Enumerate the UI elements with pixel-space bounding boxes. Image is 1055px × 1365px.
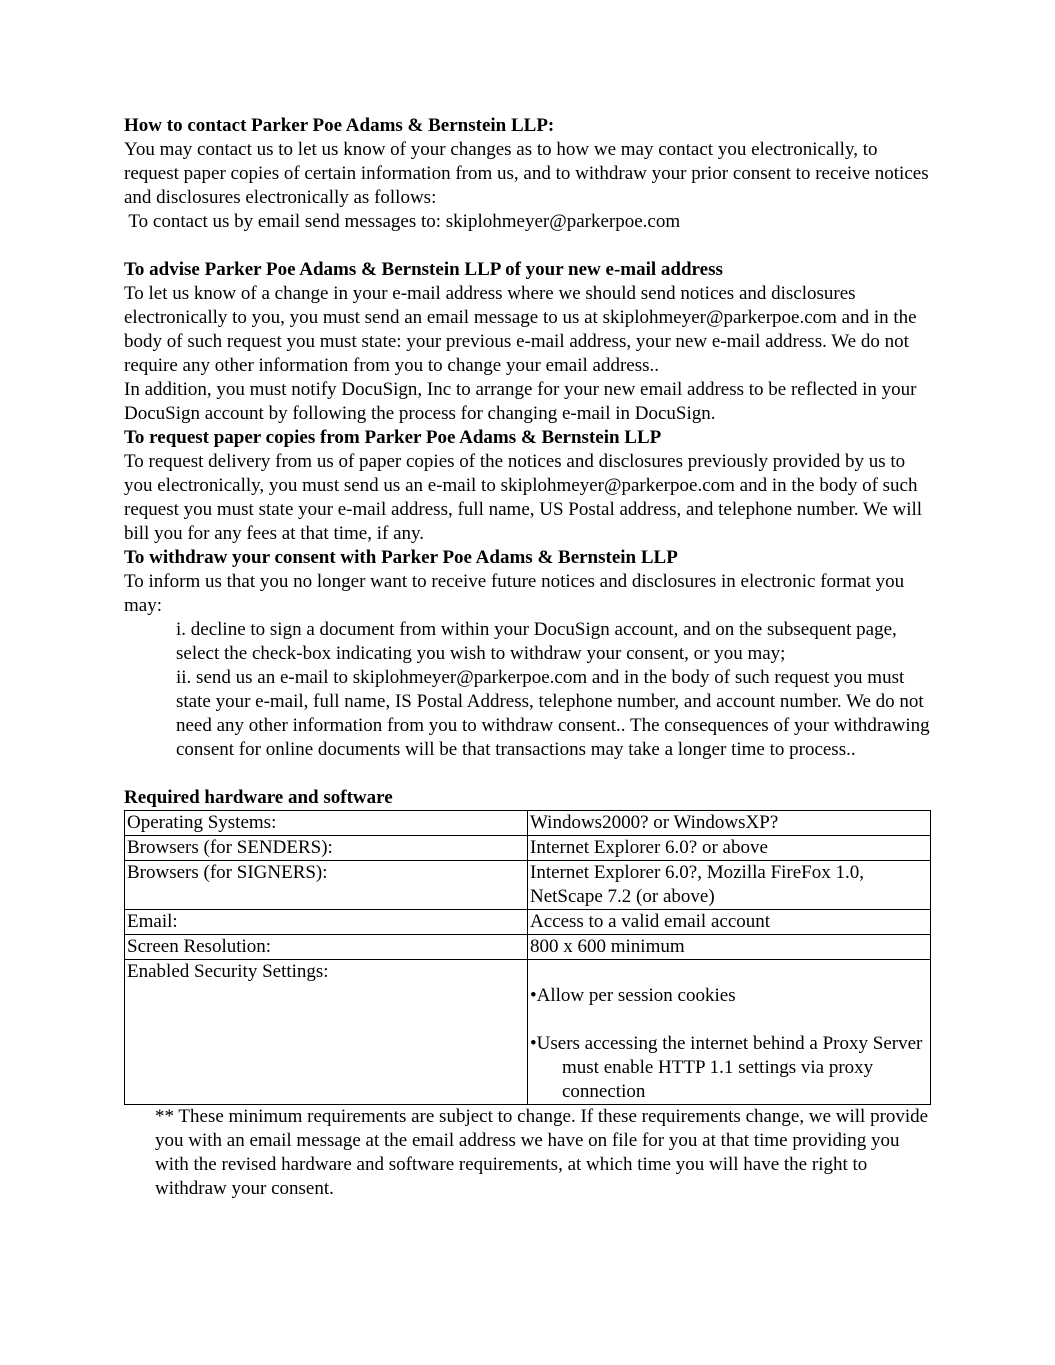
- requirements-heading: Required hardware and software: [124, 787, 393, 808]
- contact-email-line: To contact us by email send messages to: skiplohmeyer@parkerpoe.com: [124, 211, 681, 232]
- paper-copies-heading: To request paper copies from Parker Poe Adams & Bernstein LLP: [124, 427, 662, 448]
- requirement-label: Email:: [125, 910, 528, 935]
- contact-heading: How to contact Parker Poe Adams & Bernstein LLP:: [124, 115, 555, 136]
- requirement-value: Access to a valid email account: [528, 910, 931, 935]
- requirement-value: Internet Explorer 6.0? or above: [528, 836, 931, 861]
- security-settings-cell: [528, 960, 931, 1105]
- table-row: [125, 935, 931, 960]
- requirement-label: Operating Systems:: [125, 811, 528, 836]
- requirement-label: Enabled Security Settings:: [125, 960, 528, 1105]
- table-row: [125, 811, 931, 836]
- new-email-docusign-note: In addition, you must notify DocuSign, Inc to arrange for your new email address to be reflected in your DocuSign account by following the process for changing e-mail in DocuSign.: [124, 379, 917, 424]
- paper-copies-body: To request delivery from us of paper copies of the notices and disclosures previously provided by us to you electronically, you must send us an e-mail to skiplohmeyer@parkerpoe.com and in the body of such request you must state your e-mail address, full name, US Postal address, and telephone number. We will bill you for any fees at that time, if any.: [124, 451, 923, 544]
- security-item: •Allow per session cookies: [530, 985, 736, 1006]
- new-email-body: To let us know of a change in your e-mail address where we should send notices and disclosures electronically to you, you must send an email message to us at skiplohmeyer@parkerpoe.com and in the body of such request you must state: your previous e-mail address, your new e-mail address. We do not require any other information from you to change your email address..: [124, 283, 917, 376]
- requirement-label: Screen Resolution:: [125, 935, 528, 960]
- requirement-value: Windows2000? or WindowsXP?: [528, 811, 931, 836]
- security-item: •Users accessing the internet behind a Proxy Server must enable HTTP 1.1 settings via proxy connection: [530, 1033, 923, 1102]
- withdraw-option-2: ii. send us an e-mail to skiplohmeyer@parkerpoe.com and in the body of such request you must state your e-mail, full name, IS Postal Address, telephone number, and account number. We do not need any other information from you to withdraw consent.. The consequences of your withdrawing consent for online documents will be that transactions may take a longer time to process..: [176, 667, 930, 760]
- requirement-label: Browsers (for SENDERS):: [125, 836, 528, 861]
- contact-intro: You may contact us to let us know of your changes as to how we may contact you electronically, to request paper copies of certain information from us, and to withdraw your prior consent to receive notices and disclosures electronically as follows:: [124, 139, 929, 208]
- new-email-heading: To advise Parker Poe Adams & Bernstein LLP of your new e-mail address: [124, 259, 723, 280]
- table-row: [125, 861, 931, 910]
- withdraw-option-1: i. decline to sign a document from within your DocuSign account, and on the subsequent page, select the check-box indicating you wish to withdraw your consent, or you may;: [176, 619, 897, 664]
- withdraw-intro: To inform us that you no longer want to receive future notices and disclosures in electronic format you may:: [124, 571, 905, 616]
- requirements-table: [124, 810, 931, 1105]
- table-row: [125, 910, 931, 935]
- requirement-label: Browsers (for SIGNERS):: [125, 861, 528, 910]
- document-page: [124, 114, 934, 1201]
- withdraw-heading: To withdraw your consent with Parker Poe Adams & Bernstein LLP: [124, 547, 678, 568]
- requirements-footnote: ** These minimum requirements are subject to change. If these requirements change, we will provide you with an email message at the email address we have on file for you at that time providing you with the revised hardware and software requirements, at which time you will have the right to withdraw your consent.: [155, 1106, 929, 1199]
- table-row: [125, 836, 931, 861]
- table-row: [125, 960, 931, 1105]
- requirement-value: Internet Explorer 6.0?, Mozilla FireFox 1.0, NetScape 7.2 (or above): [528, 861, 931, 910]
- requirement-value: 800 x 600 minimum: [528, 935, 931, 960]
